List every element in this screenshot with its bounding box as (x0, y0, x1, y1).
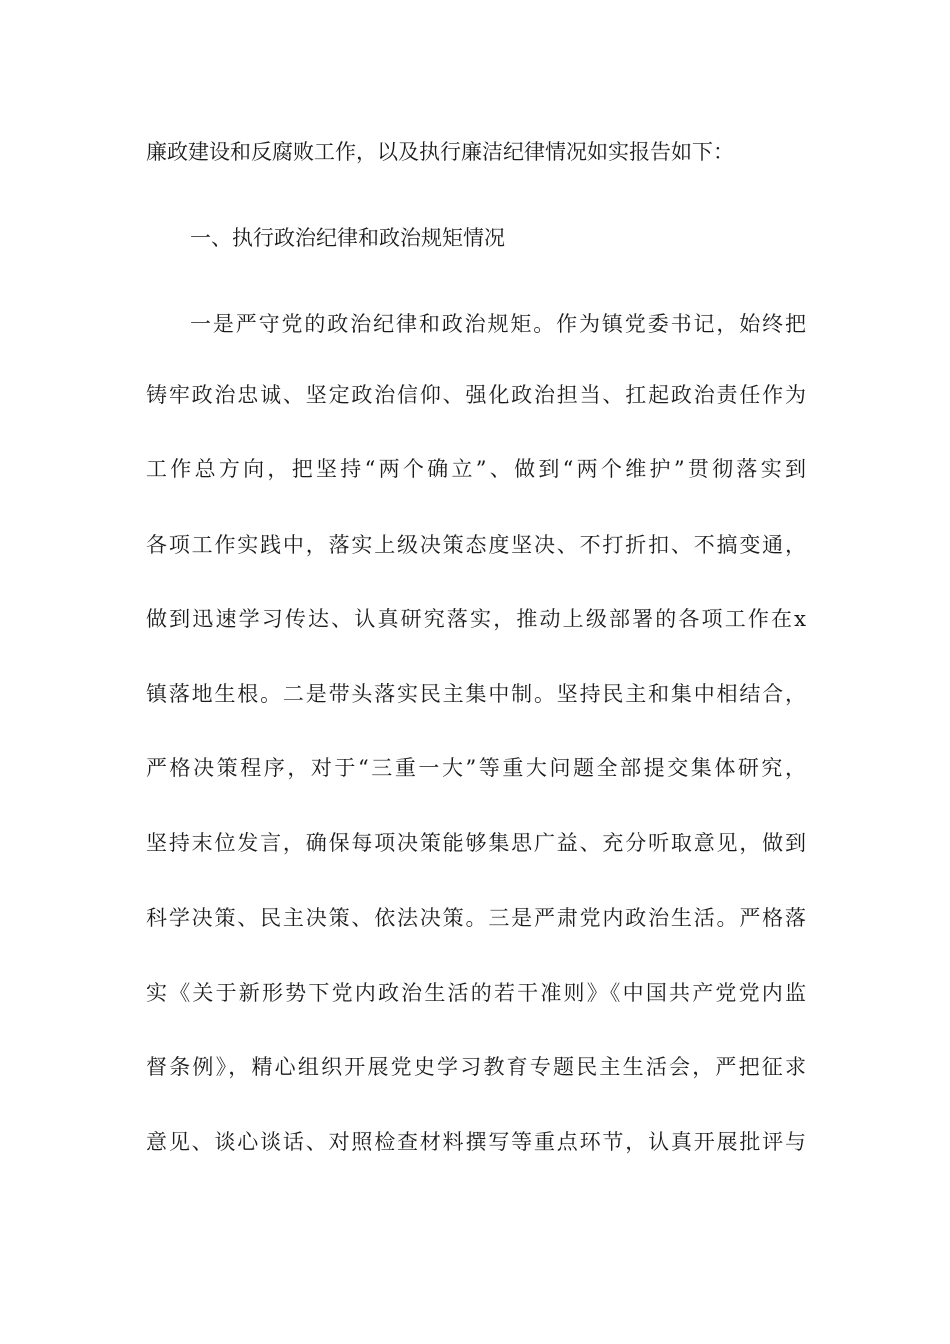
section-heading: 一、执行政治纪律和政治规矩情况 (190, 226, 505, 250)
paragraph-line: 铸牢政治忠诚、坚定政治信仰、强化政治担当、扛起政治责任作为 (146, 383, 806, 407)
paragraph-line: 做到迅速学习传达、认真研究落实，推动上级部署的各项工作在x (146, 607, 806, 631)
paragraph-line: 廉政建设和反腐败工作，以及执行廉洁纪律情况如实报告如下： (146, 140, 734, 164)
paragraph-line: 科学决策、民主决策、依法决策。三是严肃党内政治生活。严格落 (146, 906, 806, 930)
paragraph-line: 镇落地生根。二是带头落实民主集中制。坚持民主和集中相结合， (146, 682, 806, 706)
paragraph-line: 严格决策程序，对于“三重一大”等重大问题全部提交集体研究， (146, 756, 806, 780)
paragraph-line: 督条例》，精心组织开展党史学习教育专题民主生活会，严把征求 (146, 1055, 806, 1079)
paragraph-line: 工作总方向，把坚持“两个确立”、做到“两个维护”贯彻落实到 (146, 457, 806, 481)
paragraph-line: 一是严守党的政治纪律和政治规矩。作为镇党委书记，始终把 (190, 312, 806, 336)
paragraph-line: 意见、谈心谈话、对照检查材料撰写等重点环节，认真开展批评与 (146, 1130, 806, 1154)
paragraph-line: 坚持末位发言，确保每项决策能够集思广益、充分听取意见，做到 (146, 831, 806, 855)
paragraph-line: 实《关于新形势下党内政治生活的若干准则》《中国共产党党内监 (146, 981, 806, 1005)
paragraph-line: 各项工作实践中，落实上级决策态度坚决、不打折扣、不搞变通， (146, 533, 806, 557)
